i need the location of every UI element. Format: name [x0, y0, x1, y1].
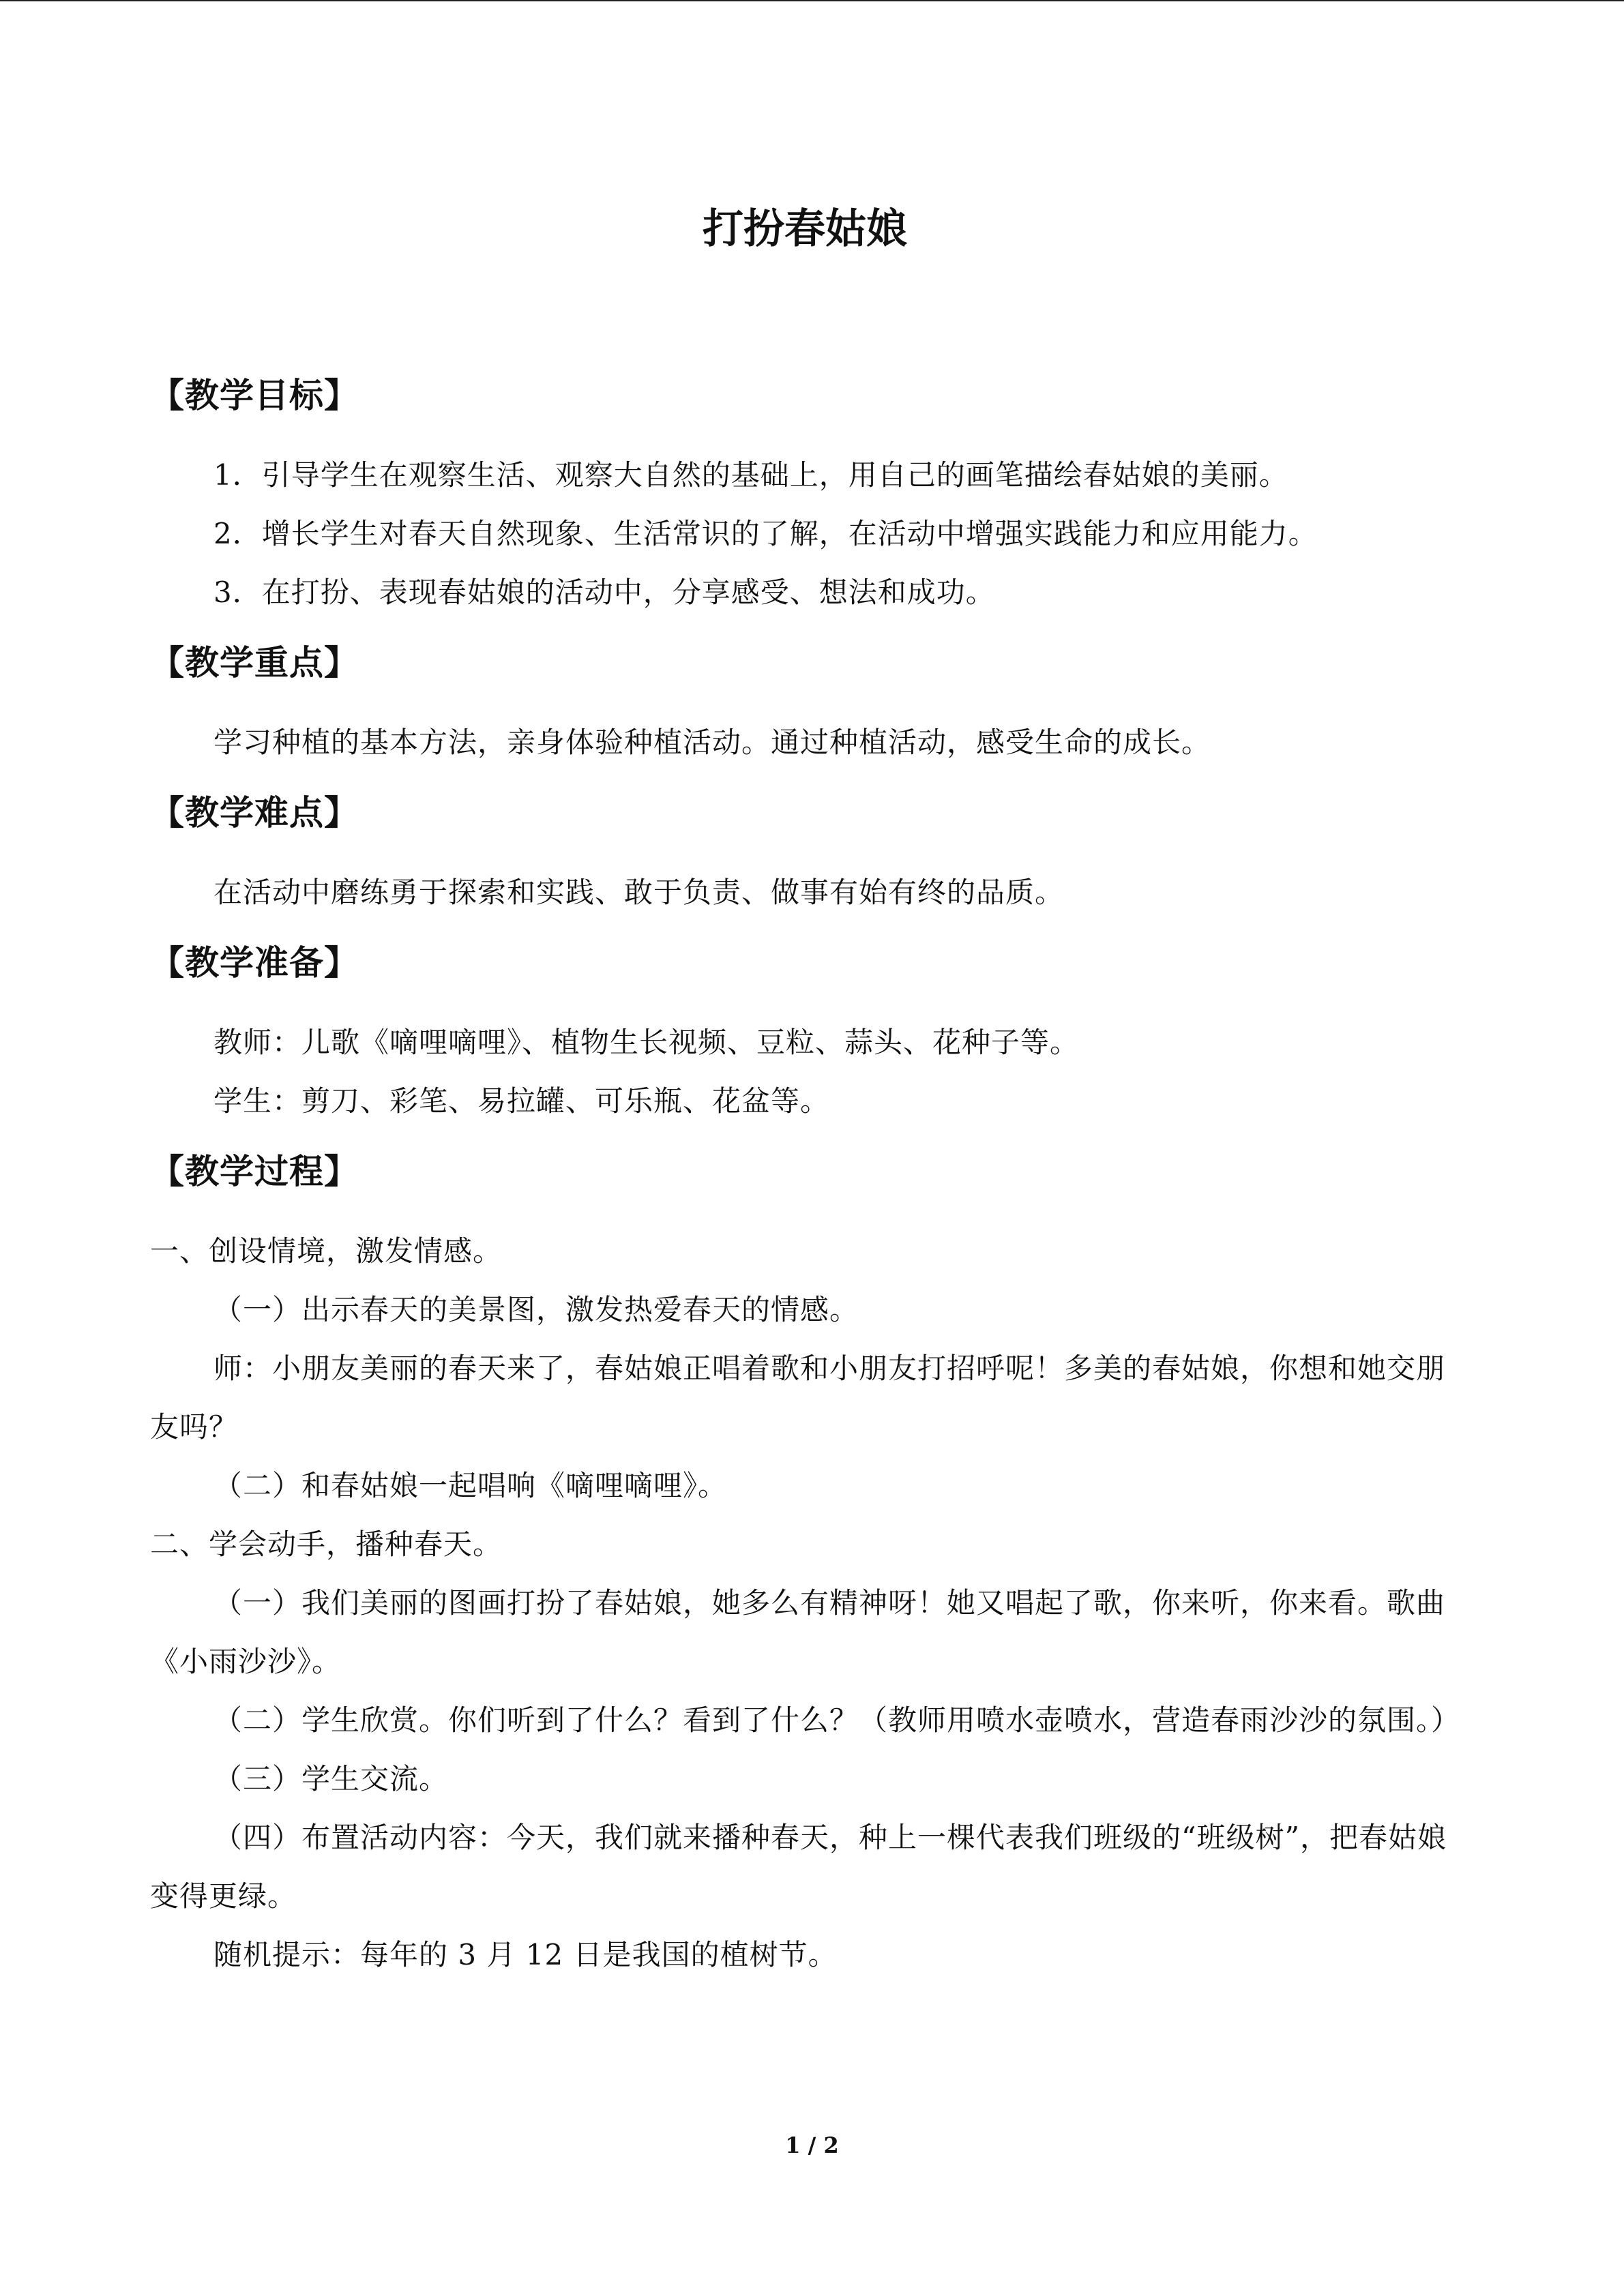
- preparation-student: 学生：剪刀、彩笔、易拉罐、可乐瓶、花盆等。: [213, 1084, 830, 1118]
- process-line: （一）我们美丽的图画打扮了春姑娘，她多么有精神呀！她又唱起了歌，你来听，你来看。歌曲《小雨沙沙》。: [150, 1586, 1446, 1678]
- top-border-line: [0, 0, 1624, 1]
- key-points-text: 学习种植的基本方法，亲身体验种植活动。通过种植活动，感受生命的成长。: [213, 726, 1211, 759]
- section-preparation: [150, 942, 1460, 1131]
- process-line: （一）出示春天的美景图，激发热爱春天的情感。: [213, 1293, 859, 1326]
- process-step-heading: 一、创设情境，激发情感。: [150, 1234, 503, 1268]
- section-objectives: [150, 375, 1460, 622]
- process-line: （二）和春姑娘一起唱响《嘀哩嘀哩》。: [213, 1469, 728, 1502]
- objective-item: 3．在打扮、表现春姑娘的活动中，分享感受、想法和成功。: [213, 576, 995, 609]
- process-step-heading: 二、学会动手，播种春天。: [150, 1527, 503, 1561]
- objective-item: 1．引导学生在观察生活、观察大自然的基础上，用自己的画笔描绘春姑娘的美丽。: [213, 458, 1288, 492]
- process-heading: 【教学过程】: [150, 1152, 359, 1191]
- objective-item: 2．增长学生对春天自然现象、生活常识的了解，在活动中增强实践能力和应用能力。: [213, 517, 1318, 550]
- objectives-heading: 【教学目标】: [150, 376, 359, 415]
- section-process: [150, 1151, 1460, 1984]
- process-line: （三）学生交流。: [213, 1762, 449, 1795]
- process-line: （二）学生欣赏。你们听到了什么？看到了什么？（教师用喷水壶喷水，营造春雨沙沙的氛围。）: [213, 1703, 1461, 1737]
- process-line: 师：小朋友美丽的春天来了，春姑娘正唱着歌和小朋友打招呼呢！多美的春姑娘，你想和她交朋友吗？: [150, 1352, 1446, 1444]
- key-points-heading: 【教学重点】: [150, 643, 359, 683]
- preparation-teacher: 教师：儿歌《嘀哩嘀哩》、植物生长视频、豆粒、蒜头、花种子等。: [213, 1026, 1080, 1059]
- difficulties-heading: 【教学难点】: [150, 793, 359, 833]
- process-line: 随机提示：每年的 3 月 12 日是我国的植树节。: [213, 1938, 838, 1971]
- difficulties-text: 在活动中磨练勇于探索和实践、敢于负责、做事有始有终的品质。: [213, 876, 1065, 909]
- section-key-points: [150, 642, 1460, 772]
- page-number: 1 / 2: [785, 2132, 839, 2158]
- process-line: （四）布置活动内容：今天，我们就来播种春天，种上一棵代表我们班级的“班级树”，把春姑娘变得更绿。: [150, 1821, 1447, 1913]
- document-body: [150, 205, 1460, 2005]
- preparation-heading: 【教学准备】: [150, 943, 359, 983]
- section-difficulties: [150, 792, 1460, 922]
- document-title: 打扮春姑娘: [703, 205, 907, 253]
